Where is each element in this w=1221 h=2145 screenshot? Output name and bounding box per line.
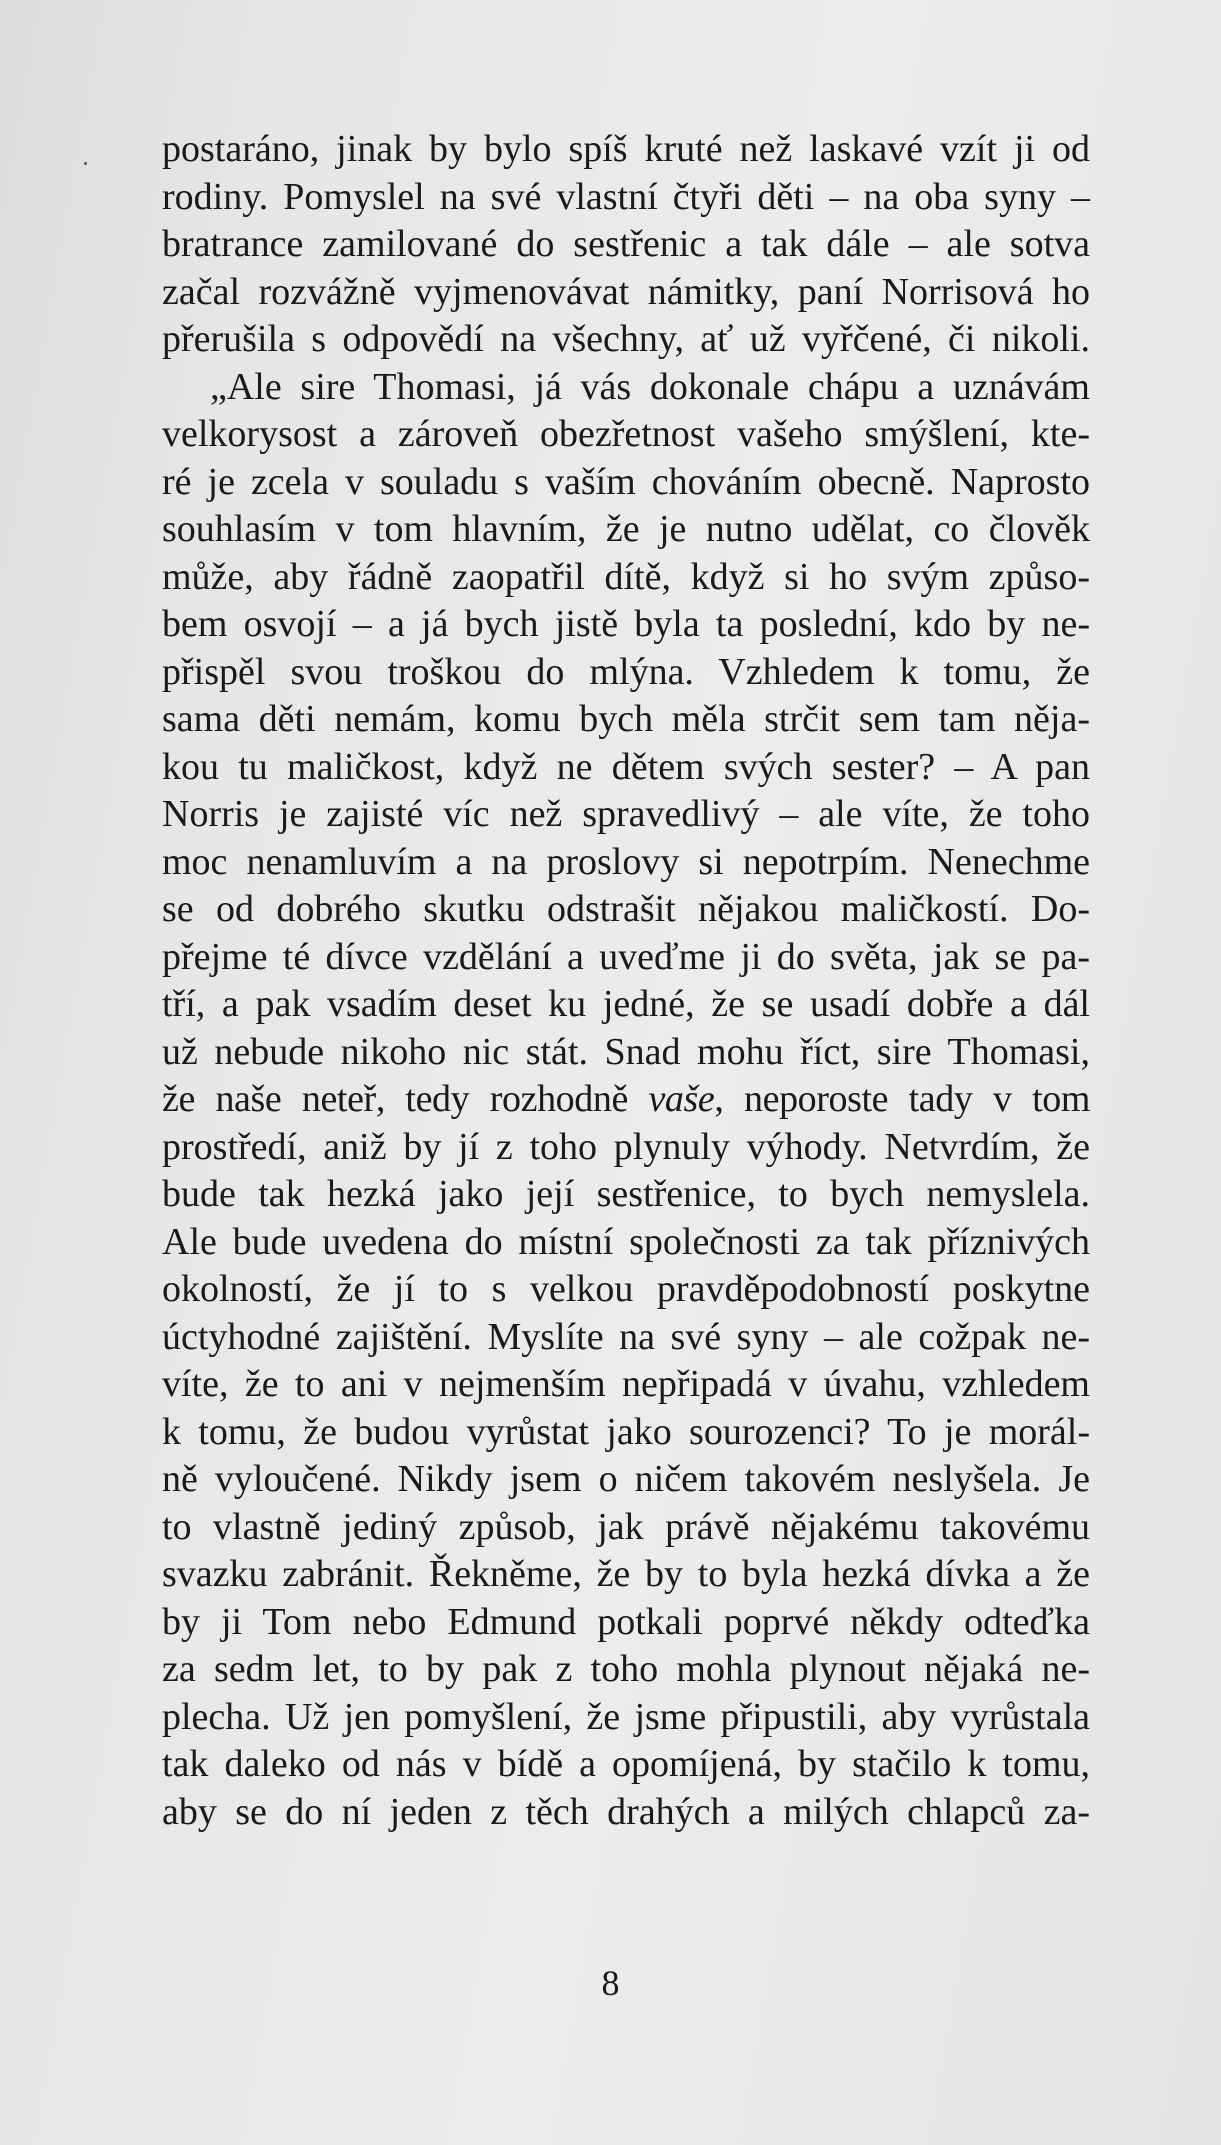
text-line: aby se do ní jeden z těch drahých a milých chlapců za- — [162, 1790, 1090, 1833]
text-line: moc nenamluvím a na proslovy si nepotrpím. Nenechme — [162, 840, 1090, 883]
text-segment: , neporoste tady v tom — [714, 1078, 1090, 1120]
text-line: by ji Tom nebo Edmund potkali poprvé někdy odteďka — [162, 1600, 1090, 1643]
text-line: souhlasím v tom hlavním, že je nutno udělat, co člověk — [162, 508, 1090, 550]
text-line: Norris je zajisté víc než spravedlivý – ale víte, že toho — [162, 793, 1090, 835]
margin-mark — [84, 162, 87, 165]
text-line: už nebude nikoho nic stát. Snad mohu říct, sire Thomasi, — [162, 1030, 1090, 1073]
text-line: Ale bude uvedena do místní společnosti za tak příznivých — [162, 1220, 1090, 1263]
text-line: tří, a pak vsadím deset ku jedné, že se usadí dobře a dál — [162, 983, 1090, 1025]
text-line: může, aby řádně zaopatřil dítě, když si ho svým způso- — [162, 555, 1090, 598]
text-line: tak daleko od nás v bídě a opomíjená, by stačilo k tomu, — [162, 1743, 1090, 1785]
text-line: „Ale sire Thomasi, já vás dokonale chápu a uznávám — [210, 365, 1090, 408]
text-line: přejme té dívce vzdělání a uveďme ji do světa, jak se pa- — [162, 935, 1090, 978]
page-number: 8 — [601, 1963, 620, 2003]
text-line: to vlastně jediný způsob, jak právě nějakému takovému — [162, 1505, 1090, 1548]
text-line: úctyhodné zajištění. Myslíte na své syny – ale cožpak ne- — [162, 1315, 1090, 1358]
text-line: začal rozvážně vyjmenovávat námitky, paní Norrisová ho — [162, 270, 1090, 313]
text-line: sama děti nemám, komu bych měla strčit sem tam něja- — [162, 698, 1090, 740]
text-line: přerušila s odpovědí na všechny, ať už vyřčené, či nikoli. — [162, 318, 1090, 360]
text-line: postaráno, jinak by bylo spíš kruté než laskavé vzít ji od — [162, 128, 1090, 170]
text-line: svazku zabránit. Řekněme, že by to byla hezká dívka a že — [162, 1553, 1090, 1595]
text-line: prostředí, aniž by jí z toho plynuly výhody. Netvrdím, že — [162, 1125, 1090, 1168]
emphasis-text: vaše — [648, 1078, 715, 1120]
text-line — [162, 1076, 1090, 1124]
text-line: víte, že to ani v nejmenším nepřipadá v úvahu, vzhledem — [162, 1363, 1090, 1405]
text-line: ně vyloučené. Nikdy jsem o ničem takovém neslyšela. Je — [162, 1458, 1090, 1500]
text-line: za sedm let, to by pak z toho mohla plynout nějaká ne- — [162, 1648, 1090, 1690]
text-line: se od dobrého skutku odstrašit nějakou maličkostí. Do- — [162, 888, 1090, 930]
text-line: kou tu maličkost, když ne dětem svých sester? – A pan — [162, 745, 1090, 788]
text-line: ré je zcela v souladu s vaším chováním obecně. Naprosto — [162, 460, 1090, 503]
text-line: bratrance zamilované do sestřenic a tak dále – ale sotva — [162, 223, 1090, 265]
text-segment: že naše neteř, tedy rozhodně — [162, 1078, 628, 1120]
text-line: přispěl svou troškou do mlýna. Vzhledem k tomu, že — [162, 650, 1090, 693]
text-line: plecha. Už jen pomyšlení, že jsme připustili, aby vyrůstala — [162, 1695, 1090, 1738]
text-line: okolností, že jí to s velkou pravděpodobností poskytne — [162, 1268, 1090, 1310]
text-line: bude tak hezká jako její sestřenice, to bych nemyslela. — [162, 1173, 1090, 1215]
text-line: k tomu, že budou vyrůstat jako sourozenci? To je morál- — [162, 1410, 1090, 1453]
text-line: bem osvojí – a já bych jistě byla ta poslední, kdo by ne- — [162, 603, 1090, 645]
text-line: velkorysost a zároveň obezřetnost vašeho smýšlení, kte- — [162, 413, 1090, 455]
text-line: rodiny. Pomyslel na své vlastní čtyři děti – na oba syny – — [162, 175, 1090, 218]
body-text — [162, 126, 1090, 1836]
